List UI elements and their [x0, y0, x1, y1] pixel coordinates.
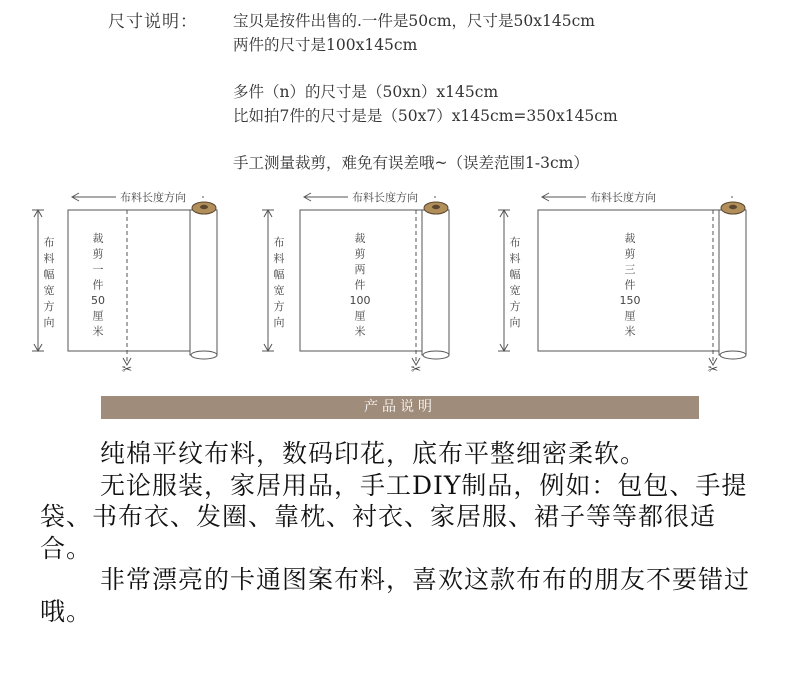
- cut-piece-label: 剪: [354, 247, 366, 261]
- cut-piece-label: 米: [92, 325, 104, 338]
- cutting-diagrams: [0, 180, 790, 380]
- width-direction-label: 向: [273, 316, 285, 329]
- fabric-roll: [190, 210, 217, 355]
- size-info: [0, 0, 790, 180]
- product-description: [40, 438, 760, 627]
- width-direction-label: 幅: [43, 268, 55, 281]
- width-direction-label: 料: [273, 252, 285, 265]
- width-direction-label: 方: [509, 300, 521, 313]
- cutting-diagrams-svg: [0, 180, 790, 380]
- fabric-roll: [422, 210, 449, 355]
- fabric-roll-bottom: [720, 351, 746, 359]
- cut-piece-label: 裁: [92, 232, 104, 245]
- size-info-line: 比如拍7件的尺寸是是（50x7）x145cm=350x145cm: [233, 107, 618, 125]
- size-info-line: 两件的尺寸是100x145cm: [233, 36, 418, 54]
- width-direction-label: 向: [509, 316, 521, 329]
- cut-piece-label: 厘: [92, 309, 104, 323]
- description-paragraph: 无论服装，家居用品，手工DIY制品，例如：包包、手提袋、书布衣、发圈、靠枕、衬衣、家居服、裙子等等都很适合。: [40, 470, 748, 563]
- fabric-roll-core: [729, 205, 737, 209]
- fabric-roll: [719, 210, 746, 355]
- size-info-line: 多件（n）的尺寸是（50xn）x145cm: [233, 83, 499, 101]
- scissors-icon: ✂: [707, 362, 719, 376]
- cut-piece-label: 厘: [624, 309, 636, 323]
- width-direction-label: 幅: [509, 268, 521, 281]
- scissors-icon: ✂: [410, 362, 422, 376]
- cut-piece-label: 一: [92, 263, 104, 276]
- width-direction-label: 布: [43, 236, 55, 249]
- width-direction-label: 宽: [273, 284, 285, 297]
- cut-piece-label: 厘: [354, 309, 366, 323]
- cut-piece-label: 两: [354, 263, 366, 276]
- scissors-icon: ✂: [121, 362, 133, 376]
- width-direction-label: 向: [43, 316, 55, 329]
- fabric-roll-core: [200, 205, 208, 209]
- width-direction-label: 布: [509, 236, 521, 249]
- cut-piece-label: 50: [91, 294, 105, 307]
- cut-piece-label: 米: [624, 325, 636, 338]
- cut-piece-label: 裁: [624, 232, 636, 245]
- width-direction-label: 布: [273, 236, 285, 249]
- fabric-roll-bottom: [191, 351, 217, 359]
- width-direction-label: 宽: [43, 284, 55, 297]
- description-paragraph: 非常漂亮的卡通图案布料，喜欢这款布布的朋友不要错过哦。: [40, 565, 751, 626]
- width-direction-label: 料: [43, 252, 55, 265]
- cut-piece-label: 150: [619, 294, 641, 307]
- cut-piece-label: 件: [92, 278, 104, 292]
- size-info-line: 手工测量裁剪，难免有误差哦~（误差范围1-3cm）: [233, 154, 589, 172]
- width-direction-label: 料: [509, 252, 521, 265]
- length-direction-label: 布料长度方向: [352, 191, 418, 204]
- size-info-line: 宝贝是按件出售的.一件是50cm，尺寸是50x145cm: [233, 12, 595, 30]
- fabric-roll-core: [432, 205, 440, 209]
- width-direction-label: 幅: [273, 268, 285, 281]
- description-paragraph: 纯棉平纹布料，数码印花，底布平整细密柔软。: [100, 439, 647, 468]
- size-info-label: 尺寸说明：: [108, 12, 198, 32]
- length-direction-label: 布料长度方向: [590, 191, 656, 204]
- cut-piece-label: 米: [354, 325, 366, 338]
- length-direction-label: 布料长度方向: [120, 191, 186, 204]
- product-description-banner: 产品说明: [101, 396, 699, 419]
- fabric-roll-bottom: [423, 351, 449, 359]
- cut-piece-label: 剪: [92, 247, 104, 261]
- cut-piece-label: 裁: [354, 232, 366, 245]
- fabric-piece: [68, 210, 192, 351]
- cut-piece-label: 件: [354, 278, 366, 292]
- cut-piece-label: 剪: [624, 247, 636, 261]
- width-direction-label: 方: [273, 300, 285, 313]
- width-direction-label: 宽: [509, 284, 521, 297]
- width-direction-label: 方: [43, 300, 55, 313]
- cut-piece-label: 件: [624, 278, 636, 292]
- cut-piece-label: 100: [349, 294, 371, 307]
- cut-piece-label: 三: [624, 263, 636, 276]
